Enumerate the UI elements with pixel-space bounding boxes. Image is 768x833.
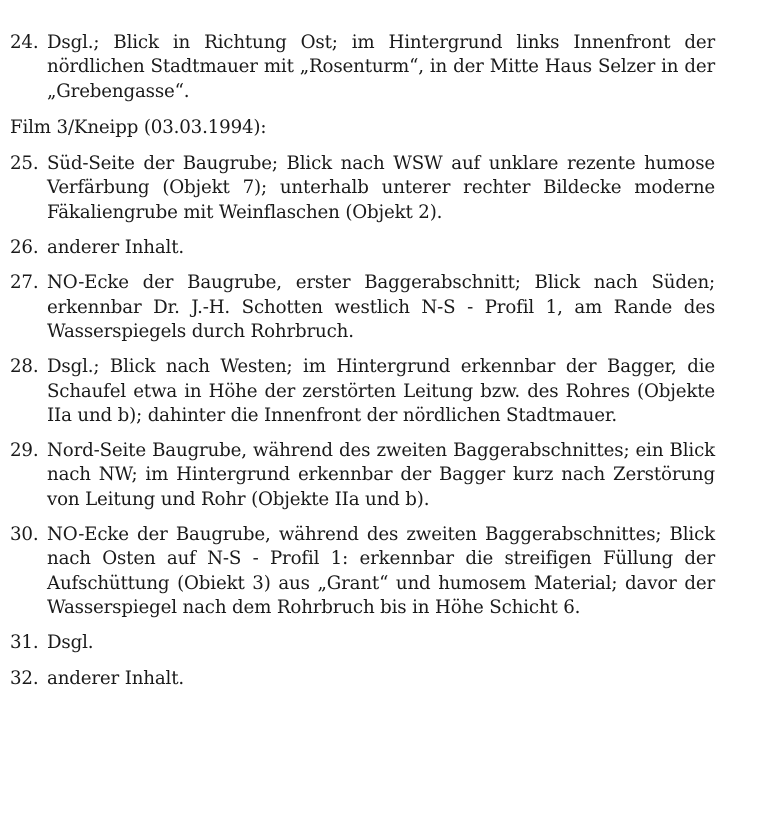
- film-heading: Film 3/Kneipp (03.03.1994):: [10, 116, 267, 138]
- list-item-28: [10, 355, 715, 428]
- item-text: Süd-Seite der Baugrube; Blick nach WSW auf unklare rezente humose Verfärbung (Objekt 7); unterhalb unterer rechter Bildecke moderne Fäkaliengrube mit Weinflaschen (Objekt 2).: [47, 153, 715, 223]
- item-number: 31.: [10, 632, 39, 654]
- list-item-26: [10, 236, 715, 260]
- item-number: 32.: [10, 667, 39, 689]
- list-item-32: [10, 667, 715, 691]
- item-number: 26.: [10, 237, 39, 259]
- item-text: NO-Ecke der Baugrube, während des zweiten Baggerabschnittes; Blick nach Osten auf N-S - Profil 1: erkennbar die streifigen Füllung der Aufschüttung (Obiekt 3) aus „Grant“ und humosem Material; davor der Wasserspiegel nach dem Rohrbruch bis in Höhe Schicht 6.: [47, 524, 715, 618]
- item-text: anderer Inhalt.: [47, 237, 185, 259]
- document-page: [10, 31, 715, 691]
- item-text: Dsgl.; Blick nach Westen; im Hintergrund erkennbar der Bagger, die Schaufel etwa in Höhe der zerstörten Leitung bzw. des Rohres (Objekte IIa und b); dahinter die Innenfront der nördlichen Stadtmauer.: [47, 356, 715, 426]
- list-item-27: [10, 271, 715, 344]
- list-item-29: [10, 439, 715, 512]
- item-number: 27.: [10, 272, 39, 294]
- item-text: anderer Inhalt.: [47, 667, 185, 689]
- item-text: NO-Ecke der Baugrube, erster Baggerabschnitt; Blick nach Süden; erkennbar Dr. J.-H. Schotten westlich N-S - Profil 1, am Rande des Wasserspiegels durch Rohrbruch.: [47, 272, 715, 342]
- item-number: 24.: [10, 32, 39, 53]
- item-text: Dsgl.: [47, 632, 94, 654]
- item-number: 30.: [10, 524, 39, 546]
- list-item-30: [10, 523, 715, 620]
- item-number: 29.: [10, 440, 39, 462]
- item-text: Nord-Seite Baugrube, während des zweiten Baggerabschnittes; ein Blick nach NW; im Hintergrund erkennbar der Bagger kurz nach Zerstörung von Leitung und Rohr (Objekte IIa und b).: [47, 440, 715, 510]
- list-item-24: [10, 31, 715, 104]
- list-item-31: [10, 631, 715, 655]
- list-item-25: [10, 152, 715, 225]
- item-number: 25.: [10, 153, 39, 175]
- item-number: 28.: [10, 356, 39, 378]
- item-text: Dsgl.; Blick in Richtung Ost; im Hintergrund links Innenfront der nördlichen Stadtmauer mit „Rosenturm“, in der Mitte Haus Selzer in der „Grebengasse“.: [47, 32, 715, 102]
